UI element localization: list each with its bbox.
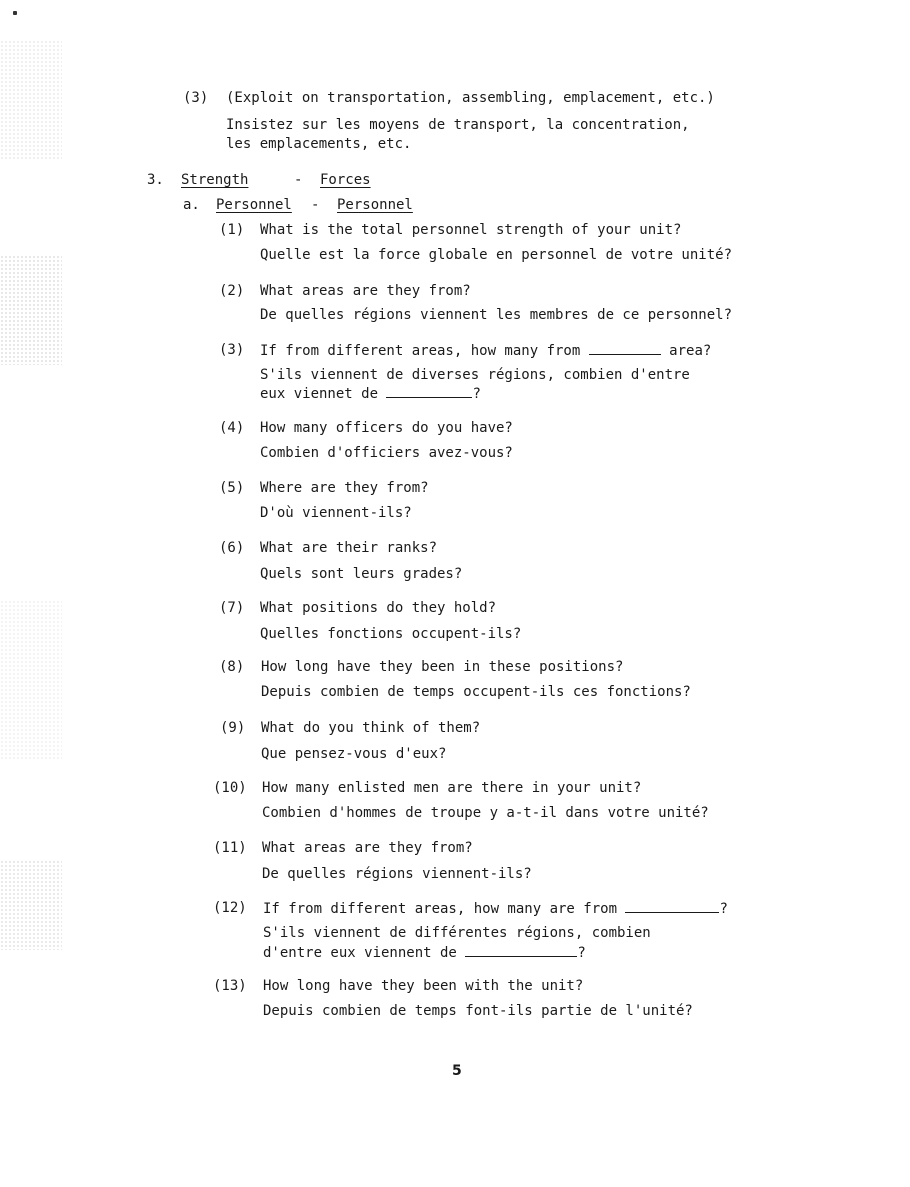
section-title-english: Strength — [181, 172, 249, 188]
section-dash: - — [294, 172, 303, 188]
section-number: 3. — [147, 172, 164, 188]
question-english: Where are they from? — [260, 480, 429, 496]
question-number: (8) — [219, 659, 245, 675]
question-french-line2 — [260, 385, 481, 403]
question-french: De quelles régions viennent-ils? — [262, 866, 532, 882]
scan-noise — [0, 860, 62, 950]
question-english-text: area? — [669, 343, 712, 359]
question-french: Quelles fonctions occupent-ils? — [260, 626, 522, 642]
question-number: (7) — [219, 600, 245, 616]
intro-item-number: (3) — [183, 90, 209, 106]
question-english-text: ? — [719, 901, 728, 917]
question-french-text: ? — [472, 386, 481, 402]
question-english: What areas are they from? — [260, 283, 471, 299]
question-french: D'où viennent-ils? — [260, 505, 412, 521]
question-english: What areas are they from? — [262, 840, 473, 856]
question-number: (12) — [213, 900, 247, 916]
question-french-line1: S'ils viennent de diverses régions, combien d'entre — [260, 367, 690, 383]
question-french-text: ? — [577, 945, 586, 961]
question-number: (2) — [219, 283, 245, 299]
page-number: 5 — [452, 1063, 462, 1079]
question-english-text: If from different areas, how many are from — [263, 901, 618, 917]
question-number: (3) — [219, 342, 245, 358]
fill-in-blank — [465, 944, 577, 957]
question-french: De quelles régions viennent les membres de ce personnel? — [260, 307, 733, 323]
question-french: Quels sont leurs grades? — [260, 566, 463, 582]
fill-in-blank — [625, 900, 719, 913]
intro-item-english: (Exploit on transportation, assembling, emplacement, etc.) — [226, 90, 715, 106]
question-french-line1: S'ils viennent de différentes régions, combien — [263, 925, 651, 941]
question-number: (10) — [213, 780, 247, 796]
question-english: What is the total personnel strength of your unit? — [260, 222, 682, 238]
question-number: (1) — [219, 222, 245, 238]
question-english: How long have they been in these positions? — [261, 659, 624, 675]
question-english: What are their ranks? — [260, 540, 438, 556]
subsection-title-french: Personnel — [337, 197, 413, 213]
intro-item-french-line1: Insistez sur les moyens de transport, la concentration, — [226, 117, 690, 133]
question-french-text: eux viennet de — [260, 386, 379, 402]
question-english-text: If from different areas, how many from — [260, 343, 581, 359]
question-number: (5) — [219, 480, 245, 496]
scan-mark — [13, 11, 17, 15]
intro-item-french-line2: les emplacements, etc. — [226, 136, 412, 152]
scan-noise — [0, 40, 62, 160]
question-number: (4) — [219, 420, 245, 436]
question-english: What do you think of them? — [261, 720, 481, 736]
question-english: How many officers do you have? — [260, 420, 513, 436]
scan-noise — [0, 600, 62, 760]
question-number: (9) — [220, 720, 246, 736]
question-english: How long have they been with the unit? — [263, 978, 584, 994]
section-title-french: Forces — [320, 172, 371, 188]
question-english — [263, 900, 728, 918]
fill-in-blank — [386, 385, 472, 398]
subsection-title-english: Personnel — [216, 197, 292, 213]
question-number: (6) — [219, 540, 245, 556]
question-french: Que pensez-vous d'eux? — [261, 746, 447, 762]
question-french: Combien d'hommes de troupe y a-t-il dans votre unité? — [262, 805, 709, 821]
subsection-letter: a. — [183, 197, 200, 213]
question-english: How many enlisted men are there in your unit? — [262, 780, 642, 796]
question-french: Combien d'officiers avez-vous? — [260, 445, 513, 461]
question-french: Depuis combien de temps occupent-ils ces fonctions? — [261, 684, 691, 700]
subsection-dash: - — [311, 197, 320, 213]
scan-noise — [0, 255, 62, 365]
question-number: (13) — [213, 978, 247, 994]
question-number: (11) — [213, 840, 247, 856]
question-english: What positions do they hold? — [260, 600, 497, 616]
question-french-line2 — [263, 944, 586, 962]
question-french-text: d'entre eux viennent de — [263, 945, 457, 961]
question-french: Depuis combien de temps font-ils partie de l'unité? — [263, 1003, 693, 1019]
fill-in-blank — [589, 342, 661, 355]
question-english — [260, 342, 711, 360]
question-french: Quelle est la force globale en personnel de votre unité? — [260, 247, 733, 263]
